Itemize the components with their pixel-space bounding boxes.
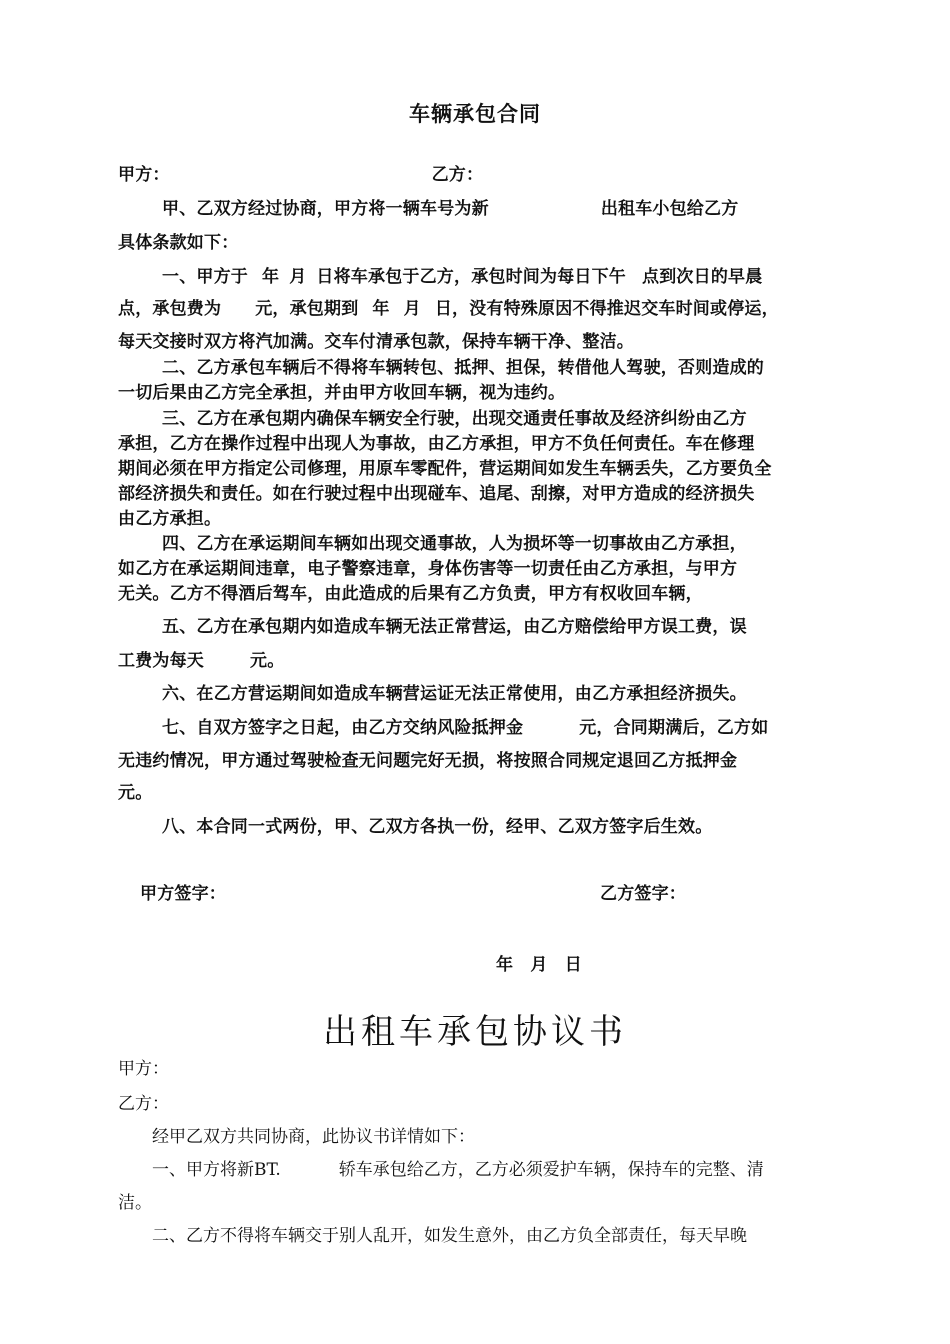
clause1-text: 元，承包期到 xyxy=(255,299,359,319)
clause3-text: 三、乙方在承包期内确保车辆安全行驶，出现交通责任事故及经济纠纷由乙方 xyxy=(162,409,747,429)
clause1-text: 点到次日的早晨 xyxy=(642,267,763,287)
c2-clause1-line1 xyxy=(118,1155,838,1180)
contract2-title: 出租车承包协议书 xyxy=(323,1012,627,1052)
clause1-year: 年 xyxy=(372,299,390,319)
clause7-text: 七、自双方签字之日起，由乙方交纳风险抵押金 xyxy=(162,718,524,738)
c2-clause1-line2: 洁。 xyxy=(118,1193,152,1213)
c2-party-a-label: 甲方： xyxy=(118,1059,169,1079)
c2-clause2-line1 xyxy=(118,1221,838,1246)
c2-intro-line xyxy=(118,1122,838,1147)
clause1-month: 月 xyxy=(403,299,421,319)
clause3-line2: 承担，乙方在操作过程中出现人为事故，由乙方承担，甲方不负任何责任。车在修理 xyxy=(118,434,755,454)
intro-line-2: 具体条款如下： xyxy=(118,233,239,253)
clause2-text: 二、乙方承包车辆后不得将车辆转包、抵押、担保，转借他人驾驶，否则造成的 xyxy=(162,358,764,378)
clause1-year: 年 xyxy=(262,267,280,287)
signature-b-label: 乙方签字： xyxy=(600,884,686,904)
clause1-text: 日，没有特殊原因不得推迟交车时间或停运， xyxy=(434,299,779,319)
clause6-line1 xyxy=(118,679,838,704)
c2-clause1-text: 轿车承包给乙方，乙方必须爱护车辆，保持车的完整、清 xyxy=(338,1160,764,1180)
clause4-line3: 无关。乙方不得酒后驾车，由此造成的后果有乙方负责，甲方有权收回车辆， xyxy=(118,584,703,604)
party-b-label: 乙方： xyxy=(431,165,484,185)
clause3-line4: 部经济损失和责任。如在行驶过程中出现碰车、追尾、刮擦，对甲方造成的经济损失 xyxy=(118,484,755,504)
clause6-text: 六、在乙方营运期间如造成车辆营运证无法正常使用，由乙方承担经济损失。 xyxy=(162,684,747,704)
clause5-line1 xyxy=(118,612,838,637)
clause1-line1 xyxy=(118,262,838,287)
intro-line xyxy=(118,194,838,219)
signature-line xyxy=(118,879,838,904)
clause5-text: 元。 xyxy=(250,651,285,671)
clause8-text: 八、本合同一式两份，甲、乙双方各执一份，经甲、乙双方签字后生效。 xyxy=(162,817,713,837)
clause5-text: 五、乙方在承包期内如造成车辆无法正常营运，由乙方赔偿给甲方误工费，误 xyxy=(162,617,747,637)
clause7-text: 元，合同期满后，乙方如 xyxy=(579,718,769,738)
clause4-text: 四、乙方在承运期间车辆如出现交通事故，人为损坏等一切事故由乙方承担， xyxy=(162,534,747,554)
clause3-line1 xyxy=(118,404,838,429)
clause1-text: 一、甲方于 xyxy=(162,267,248,287)
clause2-line1 xyxy=(118,353,838,378)
intro-text-b: 出租车小包给乙方 xyxy=(600,199,739,219)
clause8-line1 xyxy=(118,812,838,837)
c2-clause1-text: 一、甲方将新BT. xyxy=(152,1160,281,1180)
clause7-line3: 元。 xyxy=(118,783,153,803)
clause5-line2 xyxy=(118,646,838,671)
clause4-line1 xyxy=(118,529,838,554)
party-a-label: 甲方： xyxy=(118,165,170,185)
party-line xyxy=(118,160,838,185)
signature-a-label: 甲方签字： xyxy=(140,884,226,904)
clause1-text: 点，承包费为 xyxy=(118,299,222,319)
clause3-line3: 期间必须在甲方指定公司修理，用原车零配件，营运期间如发生车辆丢失，乙方要负全 xyxy=(118,459,772,479)
date-line: 年 月 日 xyxy=(496,955,582,975)
clause7-line1 xyxy=(118,713,838,738)
clause1-month: 月 xyxy=(289,267,307,287)
clause7-line2: 无违约情况，甲方通过驾驶检查无问题完好无损，将按照合同规定退回乙方抵押金 xyxy=(118,751,738,771)
clause1-line2 xyxy=(118,294,838,319)
clause1-line3: 每天交接时双方将汽加满。交车付清承包款，保持车辆干净、整洁。 xyxy=(118,332,634,352)
c2-clause2-text: 二、乙方不得将车辆交于别人乱开，如发生意外，由乙方负全部责任，每天早晚 xyxy=(152,1226,747,1246)
c2-intro-text: 经甲乙双方共同协商，此协议书详情如下： xyxy=(152,1127,475,1147)
c2-party-b-label: 乙方： xyxy=(118,1094,169,1114)
contract1-title: 车辆承包合同 xyxy=(409,102,541,126)
clause4-line2: 如乙方在承运期间违章，电子警察违章，身体伤害等一切责任由乙方承担，与甲方 xyxy=(118,559,738,579)
clause1-text: 日将车承包于乙方，承包时间为每日下午 xyxy=(316,267,627,287)
clause2-line2: 一切后果由乙方完全承担，并由甲方收回车辆，视为违约。 xyxy=(118,383,566,403)
clause3-line5: 由乙方承担。 xyxy=(118,509,222,529)
intro-text-a: 甲、乙双方经过协商，甲方将一辆车号为新 xyxy=(162,199,489,219)
clause5-text: 工费为每天 xyxy=(118,651,204,671)
